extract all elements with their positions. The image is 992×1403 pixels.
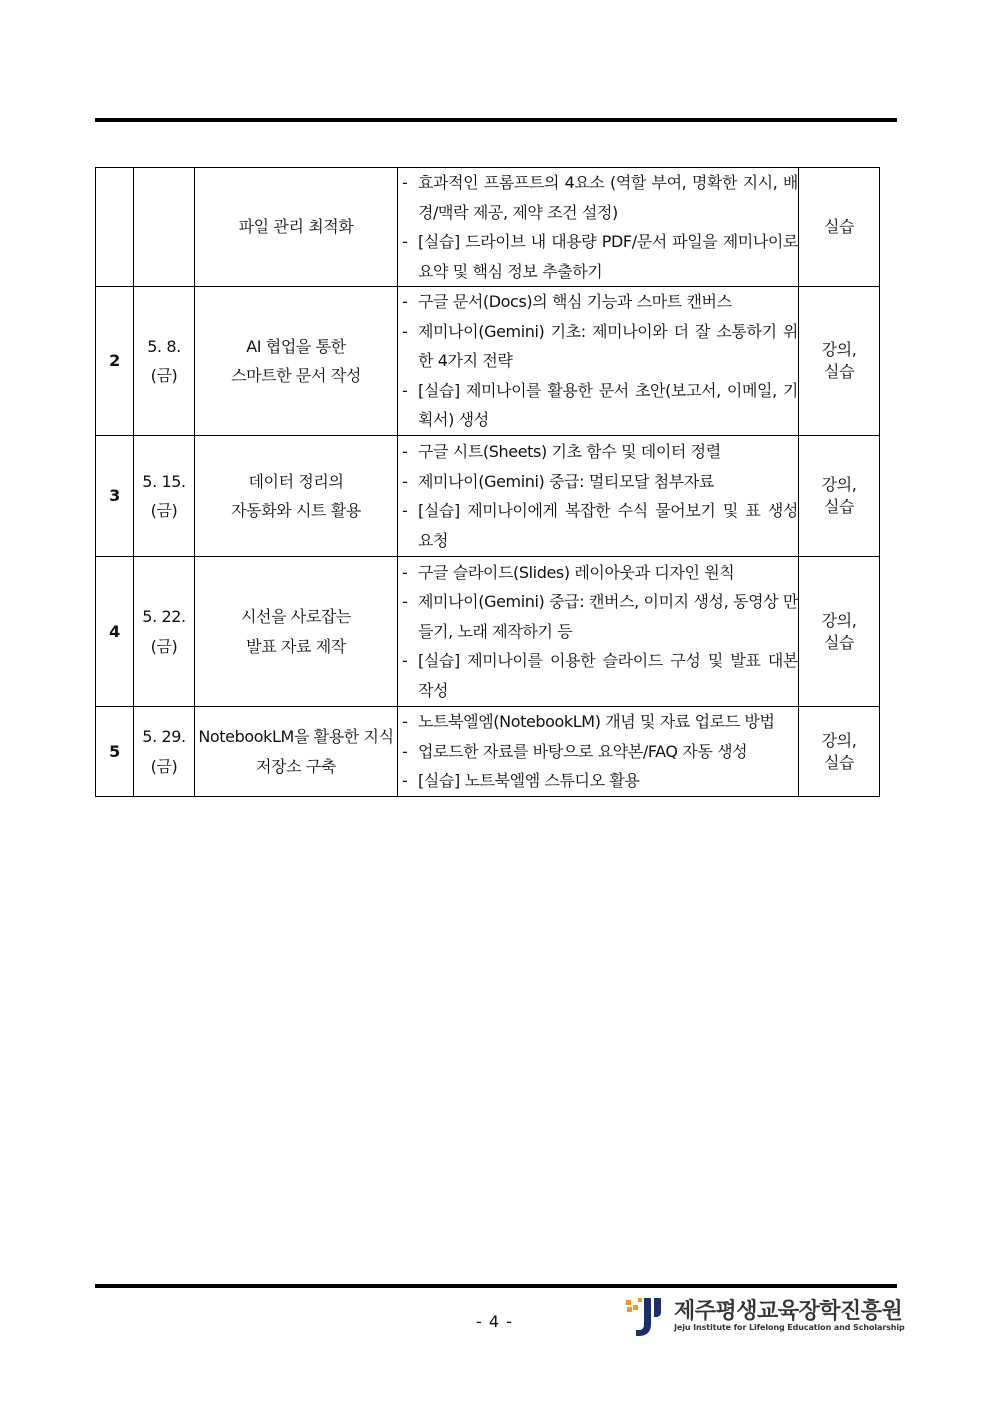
session-title (195, 287, 398, 436)
content-item-text: [실습] 제미나이에게 복잡한 수식 물어보기 및 표 생성 요청 (418, 501, 798, 550)
session-type-line: 강의, (821, 610, 857, 630)
content-item (398, 707, 798, 737)
session-content (398, 707, 799, 797)
session-type-line: 실습 (823, 752, 855, 772)
bullet-dash: - (402, 562, 408, 582)
table-row (96, 168, 880, 287)
bullet-dash: - (402, 592, 408, 612)
session-type (799, 168, 880, 287)
session-date (134, 168, 195, 287)
content-item (398, 287, 798, 317)
content-item-text: 구글 시트(Sheets) 기초 함수 및 데이터 정렬 (418, 442, 721, 461)
bullet-dash: - (402, 651, 408, 671)
content-item (398, 587, 798, 646)
page-number: - 4 - (476, 1312, 513, 1331)
session-title-line: 시선을 사로잡는 (240, 607, 352, 626)
content-item (398, 317, 798, 376)
session-type (799, 707, 880, 797)
session-title-line: 파일 관리 최적화 (238, 217, 354, 237)
session-title-line: AI 협업을 통한 (246, 336, 346, 356)
session-number: 4 (96, 557, 134, 707)
session-type-line: 실습 (823, 497, 855, 516)
bullet-dash: - (402, 232, 408, 251)
session-date: 5. 29.(금) (134, 707, 195, 797)
bullet-dash: - (402, 321, 408, 341)
session-title-line: NotebookLM을 활용한 지식 (198, 727, 394, 746)
content-item-text: [실습] 노트북엘엠 스튜디오 활용 (418, 771, 640, 791)
content-item (398, 467, 798, 497)
session-number: 5 (96, 707, 134, 797)
table-row (96, 287, 880, 436)
header-rule (95, 118, 897, 122)
session-date: 5. 15.(금) (134, 436, 195, 557)
content-item (398, 437, 798, 467)
session-content (398, 287, 799, 436)
course-schedule-table (95, 167, 880, 797)
bullet-dash: - (402, 771, 408, 791)
bullet-dash: - (402, 501, 408, 520)
session-content (398, 557, 799, 707)
session-type-line: 실습 (823, 217, 855, 236)
session-number (96, 168, 134, 287)
bullet-dash: - (402, 741, 408, 761)
session-type-line: 강의, (821, 340, 857, 359)
session-type (799, 287, 880, 436)
organization-name-en: Jeju Institute for Lifelong Education and Scholarship (674, 1323, 905, 1332)
organization-name: 제주평생교육장학진흥원 (674, 1299, 903, 1324)
content-item (398, 168, 798, 227)
session-number: 2 (96, 287, 134, 436)
content-item-text: 구글 문서(Docs)의 핵심 기능과 스마트 캔버스 (418, 292, 732, 312)
logo-mark-icon (624, 1294, 670, 1338)
bullet-dash: - (402, 380, 408, 400)
session-date: 5. 8.(금) (134, 287, 195, 436)
session-title (195, 707, 398, 797)
session-type (799, 436, 880, 557)
content-item-text: [실습] 드라이브 내 대용량 PDF/문서 파일을 제미나이로 요약 및 핵심 정보 추출하기 (418, 232, 798, 281)
session-date: 5. 22.(금) (134, 557, 195, 707)
bullet-dash: - (402, 442, 408, 461)
content-item-text: 업로드한 자료를 바탕으로 요약본/FAQ 자동 생성 (418, 741, 748, 761)
content-item-text: 제미나이(Gemini) 기초: 제미나이와 더 잘 소통하기 위한 4가지 전략 (418, 321, 798, 371)
content-item (398, 376, 798, 435)
session-type-line: 실습 (823, 632, 855, 652)
content-item (398, 766, 798, 796)
bullet-dash: - (402, 292, 408, 312)
session-title-line: 발표 자료 제작 (246, 636, 346, 656)
content-item (398, 646, 798, 705)
content-item-text: 노트북엘엠(NotebookLM) 개념 및 자료 업로드 방법 (418, 712, 775, 732)
content-item-text: 효과적인 프롬프트의 4요소 (역할 부여, 명확한 지시, 배경/맥락 제공, 제약 조건 설정) (418, 173, 798, 222)
content-item-text: 제미나이(Gemini) 중급: 캔버스, 이미지 생성, 동영상 만들기, 노래 제작하기 등 (418, 592, 798, 641)
session-title (195, 436, 398, 557)
bullet-dash: - (402, 712, 408, 732)
schedule-body (96, 168, 880, 797)
session-content (398, 436, 799, 557)
content-item (398, 558, 798, 588)
session-type (799, 557, 880, 707)
footer-rule (95, 1284, 897, 1288)
bullet-dash: - (402, 173, 408, 192)
bullet-dash: - (402, 471, 408, 491)
content-item (398, 496, 798, 555)
content-item-text: [실습] 제미나이를 활용한 문서 초안(보고서, 이메일, 기획서) 생성 (418, 380, 798, 430)
session-type-line: 강의, (821, 475, 857, 494)
table-row (96, 557, 880, 707)
session-number: 3 (96, 436, 134, 557)
organization-logo (624, 1294, 905, 1338)
session-title-line: 데이터 정리의 (248, 471, 344, 491)
session-type-line: 강의, (821, 730, 857, 750)
content-item-text: 제미나이(Gemini) 중급: 멀티모달 첨부자료 (418, 471, 714, 491)
session-content (398, 168, 799, 287)
content-item-text: [실습] 제미나이를 이용한 슬라이드 구성 및 발표 대본 작성 (418, 651, 798, 700)
session-title (195, 168, 398, 287)
table-row (96, 436, 880, 557)
table-row (96, 707, 880, 797)
session-type-line: 실습 (823, 362, 855, 381)
content-item-text: 구글 슬라이드(Slides) 레이아웃과 디자인 원칙 (418, 562, 735, 582)
content-item (398, 737, 798, 767)
session-title-line: 스마트한 문서 작성 (231, 366, 361, 385)
session-title-line: 자동화와 시트 활용 (231, 501, 361, 520)
session-title (195, 557, 398, 707)
session-title-line: 저장소 구축 (256, 756, 336, 776)
content-item (398, 227, 798, 286)
